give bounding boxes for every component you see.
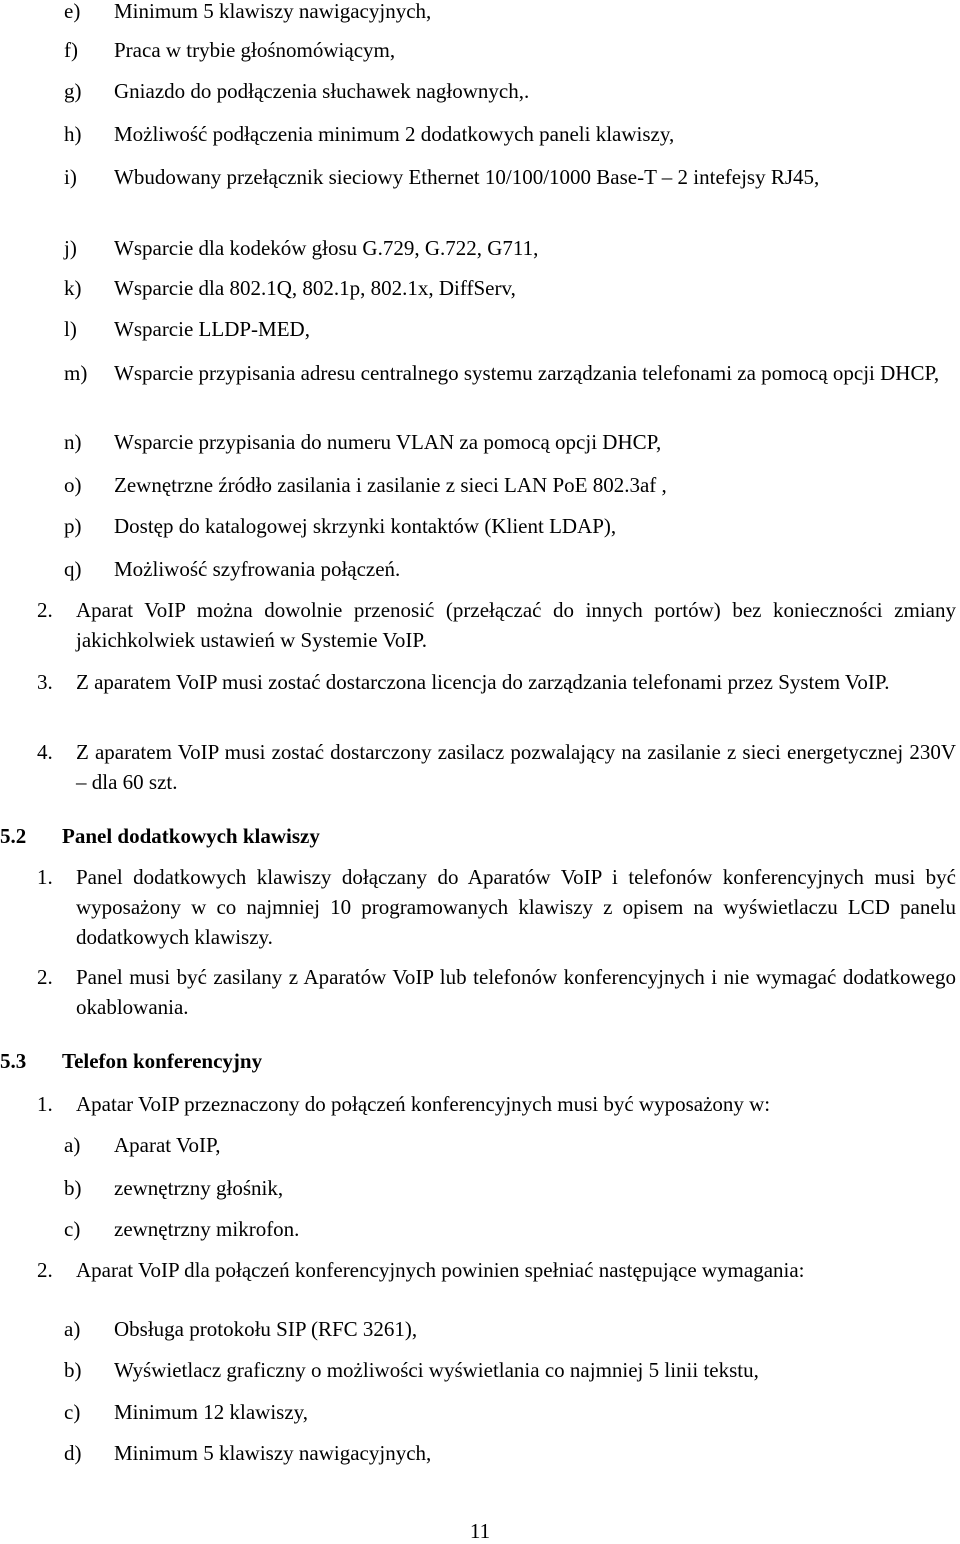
list-item-label: c) [64,1217,81,1241]
list-item-label: j) [64,236,77,260]
numbered-item-label: 2. [37,1258,53,1282]
list-item-text: Wyświetlacz graficzny o możliwości wyświetlania co najmniej 5 linii tekstu, [114,1358,759,1382]
numbered-item-label: 2. [37,598,53,622]
list-item-label: c) [64,1400,81,1424]
list-item-text: Wsparcie dla kodeków głosu G.729, G.722, G711, [114,236,539,260]
list-item-label: q) [64,557,82,581]
list-item-text: Wsparcie LLDP-MED, [114,317,310,341]
list-item-label: l) [64,317,77,341]
list-item-text: zewnętrzny mikrofon. [114,1217,300,1241]
numbered-item-text: Aparat VoIP można dowolnie przenosić (przełączać do innych portów) bez konieczności zmiany jakichkolwiek ustawień w Systemie VoIP. [76,598,956,652]
list-item-label: a) [64,1133,81,1157]
list-item-text: Wsparcie dla 802.1Q, 802.1p, 802.1x, DiffServ, [114,276,516,300]
list-item-label: i) [64,165,77,189]
list-item-label: e) [64,0,81,23]
numbered-item-text: Z aparatem VoIP musi zostać dostarczona licencja do zarządzania telefonami przez System VoIP. [76,670,890,694]
section-title: Panel dodatkowych klawiszy [62,824,320,848]
list-item-text: Zewnętrzne źródło zasilania i zasilanie z sieci LAN PoE 802.3af , [114,473,667,497]
list-item-text: Wsparcie przypisania adresu centralnego systemu zarządzania telefonami za pomocą opcji DHCP, [114,361,940,385]
numbered-item-label: 1. [37,865,53,889]
list-item-label: o) [64,473,82,497]
list-item-text: Obsługa protokołu SIP (RFC 3261), [114,1317,418,1341]
list-item-label: b) [64,1176,82,1200]
numbered-item-text: Panel dodatkowych klawiszy dołączany do Aparatów VoIP i telefonów konferencyjnych musi być wyposażony w co najmniej 10 programowanych klawiszy z opisem na wyświetlaczu LCD panelu dodatkowych klawiszy. [76,865,956,949]
list-item-text: Praca w trybie głośnomówiącym, [114,38,396,62]
list-item-text: Wsparcie przypisania do numeru VLAN za pomocą opcji DHCP, [114,430,662,454]
list-item-text: Minimum 5 klawiszy nawigacyjnych, [114,0,432,23]
list-item-label: k) [64,276,82,300]
list-item-label: m) [64,361,88,385]
list-item-text: Wbudowany przełącznik sieciowy Ethernet 10/100/1000 Base-T – 2 intefejsy RJ45, [114,165,820,189]
section-number: 5.3 [0,1049,27,1073]
list-item-text: Gniazdo do podłączenia słuchawek nagłownych,. [114,79,530,103]
list-item-text: Możliwość podłączenia minimum 2 dodatkowych paneli klawiszy, [114,122,675,146]
list-item-label: h) [64,122,82,146]
list-item-label: b) [64,1358,82,1382]
page-number: 11 [469,1519,491,1543]
list-item-text: Możliwość szyfrowania połączeń. [114,557,401,581]
list-item-label: a) [64,1317,81,1341]
section-title: Telefon konferencyjny [62,1049,263,1073]
list-item-text: Minimum 5 klawiszy nawigacyjnych, [114,1441,432,1465]
section-number: 5.2 [0,824,27,848]
list-item-text: Aparat VoIP, [114,1133,221,1157]
numbered-item-text: Aparat VoIP dla połączeń konferencyjnych powinien spełniać następujące wymagania: [76,1258,805,1282]
numbered-item-text: Apatar VoIP przeznaczony do połączeń konferencyjnych musi być wyposażony w: [76,1092,771,1116]
list-item-label: p) [64,514,82,538]
numbered-item-label: 3. [37,670,53,694]
list-item-label: g) [64,79,82,103]
list-item-text: Minimum 12 klawiszy, [114,1400,309,1424]
list-item-label: n) [64,430,82,454]
numbered-item-label: 1. [37,1092,53,1116]
numbered-item-label: 2. [37,965,53,989]
list-item-text: Dostęp do katalogowej skrzynki kontaktów (Klient LDAP), [114,514,617,538]
list-item-label: f) [64,38,78,62]
list-item-label: d) [64,1441,82,1465]
list-item-text: zewnętrzny głośnik, [114,1176,284,1200]
numbered-item-label: 4. [37,740,53,764]
numbered-item-text: Panel musi być zasilany z Aparatów VoIP lub telefonów konferencyjnych i nie wymagać dodatkowego okablowania. [76,965,956,1019]
numbered-item-text: Z aparatem VoIP musi zostać dostarczony zasilacz pozwalający na zasilanie z sieci energetycznej 230V – dla 60 szt. [76,740,956,794]
